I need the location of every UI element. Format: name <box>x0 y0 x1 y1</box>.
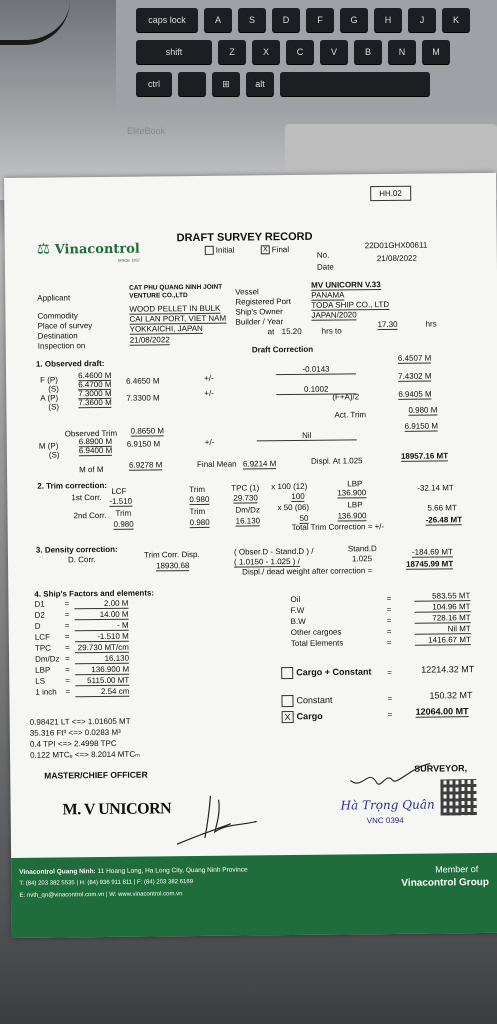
footer-company-line <box>19 865 247 876</box>
factor-value: 14.00 M <box>75 610 129 621</box>
mofm-label: M of M <box>79 464 104 475</box>
mp-value: 6.8900 M <box>78 436 113 447</box>
date-label: Date <box>316 262 334 272</box>
key-j[interactable]: J <box>408 8 436 32</box>
dcorr-label: D. Corr. <box>67 555 96 565</box>
lbp2-value: 136.900 <box>337 511 367 521</box>
second-corr-label: 2nd Corr. <box>73 510 107 521</box>
factor-value: 2.54 cm <box>75 687 129 698</box>
tcd-value: 18930.68 <box>156 561 190 571</box>
element-eq: = <box>386 637 392 648</box>
footer-company: Vinacontrol Quang Ninh: <box>19 868 96 876</box>
element-value: 104.96 MT <box>414 602 470 613</box>
at-from: 15.20 <box>281 326 302 337</box>
factor-eq: = <box>65 676 70 686</box>
factor-eq: = <box>65 665 70 675</box>
owner-value: TODA SHIP CO., LTD <box>311 299 390 310</box>
applicant-value: CAT PHU QUANG NINH JOINT VENTURE CO.,LTD <box>129 283 223 300</box>
dest-value: YOKKAICHI, JAPAN <box>129 323 203 334</box>
section-1-heading: 1. Observed draft: <box>35 358 105 369</box>
factor-label: LBP <box>35 665 51 675</box>
conversion-line: 0.4 TPI <=> 2.4998 TPC <box>29 738 117 749</box>
key-b[interactable]: B <box>354 40 382 64</box>
hrs-label: hrs <box>425 319 437 329</box>
h-trim2: Trim <box>115 508 132 518</box>
a-mean: 7.3300 M <box>126 393 160 403</box>
element-value: 728.16 MT <box>415 613 471 624</box>
corr-2: 0.1002 <box>276 384 356 395</box>
regport-label: Registered Port <box>235 297 291 307</box>
builder-value: JAPAN/2020 <box>311 310 357 320</box>
conversion-line: 35.316 Ft³ <=> 0.0283 M³ <box>29 727 121 738</box>
element-label: F.W <box>290 605 305 616</box>
factor-label: D1 <box>34 599 45 609</box>
key-x[interactable]: X <box>252 40 280 64</box>
displ-value: 18957.16 MT <box>400 451 449 461</box>
surveyor-label: SURVEYOR, <box>414 763 468 774</box>
at-label: at <box>267 327 275 337</box>
cargo-constant-box <box>281 667 293 679</box>
element-label: Oil <box>290 594 301 605</box>
initial-checkbox <box>205 246 235 256</box>
cargo-constant-label: Cargo + Constant <box>296 666 372 678</box>
member-of: Member of <box>435 864 479 875</box>
fs-label: (S) <box>48 384 59 394</box>
factor-eq: = <box>64 610 70 620</box>
second-corr-value: 5.66 MT <box>427 503 457 513</box>
mp-label: M (P) <box>38 441 59 451</box>
m-mean: 6.9150 M <box>126 439 161 449</box>
factor-eq: = <box>64 632 70 642</box>
obs-trim-value: 0.8650 M <box>130 426 165 436</box>
element-value: 1416.67 MT <box>415 635 471 646</box>
factor-label: TPC <box>34 643 51 653</box>
master-signature <box>170 787 271 848</box>
fa2-value: 6.9405 M <box>398 389 432 399</box>
factor-eq: = <box>64 654 70 664</box>
std-value: 1.025 <box>351 554 373 564</box>
h-x100: x 100 (12) <box>271 481 308 492</box>
factor-eq: = <box>64 621 70 631</box>
cargo-constant-row <box>281 666 371 679</box>
h50-value: 50 <box>299 513 309 523</box>
insp-value: 21/08/2022 <box>129 335 170 345</box>
key-d[interactable]: D <box>272 8 300 32</box>
m-corr: 6.9150 M <box>404 421 439 431</box>
master-label: MASTER/CHIEF OFFICER <box>44 769 148 781</box>
h-lbp2: LBP <box>347 500 363 510</box>
pm-3: +/- <box>204 437 215 447</box>
fp-label: F (P) <box>40 375 58 385</box>
factor-value: 16.130 <box>75 654 129 665</box>
h-trim3: Trim <box>189 506 206 517</box>
displ-dw-label: Displ./ dead weight after correction = <box>242 566 373 577</box>
no-label: No. <box>316 250 330 260</box>
constant-value: 150.32 MT <box>429 690 473 701</box>
surveyor-name: Hà Trọng Quân <box>340 797 435 813</box>
final-checkbox <box>261 245 289 255</box>
windows-icon[interactable]: ⊞ <box>212 72 240 96</box>
factor-eq: = <box>64 599 70 609</box>
key-f[interactable]: F <box>306 8 334 32</box>
displ-label: Displ. At 1.025 <box>310 456 363 466</box>
pm-1: +/- <box>204 373 214 383</box>
builder-label: Builder / Year <box>235 317 284 327</box>
final-mean-value: 6.9214 M <box>242 459 277 469</box>
element-eq: = <box>386 604 392 615</box>
initial-box <box>205 246 214 255</box>
section-2-heading: 2. Trim correction: <box>37 480 108 491</box>
nil-value: Nil <box>257 430 357 441</box>
cargo-value: 12064.00 MT <box>415 706 469 717</box>
key-s[interactable]: S <box>238 8 266 32</box>
key-z[interactable]: Z <box>218 40 246 64</box>
factor-value: -1.510 M <box>75 632 129 643</box>
obs-label: ( Obser.D - Stand.D ) / <box>233 546 314 557</box>
cargo-label: Cargo <box>296 711 323 722</box>
factor-eq: = <box>64 643 70 653</box>
factor-label: Dm/Dz <box>34 654 60 664</box>
factor-value: 5115.00 MT <box>75 676 129 687</box>
h-x50: x 50 (06) <box>277 502 310 513</box>
final-box: X <box>261 246 270 255</box>
element-eq: = <box>386 593 392 604</box>
alt-key[interactable]: alt <box>246 72 274 96</box>
constant-eq: = <box>387 693 393 704</box>
vinacontrol-group: Vinacontrol Group <box>401 876 490 889</box>
owner-label: Ship's Owner <box>235 307 283 317</box>
commodity-label: Commodity <box>37 311 78 321</box>
place-label: Place of survey <box>37 321 93 331</box>
dmdz-value: 16.130 <box>235 516 261 526</box>
factor-label: LS <box>35 676 46 686</box>
element-label: B.W <box>290 616 306 627</box>
factor-value: 29.730 MT/cm <box>75 643 129 654</box>
cargo-row <box>282 711 323 723</box>
draft-correction-heading: Draft Correction <box>251 344 314 355</box>
d1-value: 6.4507 M <box>397 353 432 363</box>
commodity-value: WOOD PELLET IN BULK <box>129 303 221 314</box>
fn-key[interactable] <box>178 72 206 96</box>
final-mean-label: Final Mean <box>196 459 237 469</box>
as-label: (S) <box>48 402 60 412</box>
displ-dw-value: 18745.99 MT <box>406 559 454 569</box>
vinacontrol-logo <box>37 239 140 264</box>
key-k[interactable]: K <box>442 8 470 32</box>
as-value: 7.3600 M <box>78 397 112 408</box>
element-value: Nil MT <box>415 624 471 635</box>
constant-label: Constant <box>296 694 333 706</box>
factor-eq: = <box>65 687 71 697</box>
total-trim-value: -26.48 MT <box>425 515 463 525</box>
shift-key[interactable]: shift <box>136 40 212 64</box>
ap-value: 7.3000 M <box>78 388 112 399</box>
scale-icon: ⚖ <box>36 240 51 258</box>
trim2-value: 0.980 <box>113 519 134 529</box>
footer-web: E: nvth_qn@vinacontrol.com.vn | W: www.vinacontrol.com.vn <box>19 891 183 899</box>
cargo-const-eq: = <box>387 667 392 678</box>
h-trim: Trim <box>189 484 206 495</box>
regport-value: PANAMA <box>311 290 345 300</box>
lbp-value: 136.900 <box>337 488 367 498</box>
ms-value: 6.9400 M <box>78 445 113 456</box>
logo-text: Vinacontrol <box>54 241 140 258</box>
tpc-value: 29.730 <box>233 493 258 503</box>
form-code: HH.02 <box>370 186 411 201</box>
cargo-constant-value: 12214.32 MT <box>421 664 475 675</box>
ap-label: A (P) <box>40 393 59 403</box>
cable <box>0 0 70 45</box>
at-to: 17.30 <box>377 319 398 330</box>
section-4-heading: 4. Ship's Factors and elements: <box>34 588 155 599</box>
final-label: Final <box>271 245 290 255</box>
first-corr-label: 1st Corr. <box>71 492 102 503</box>
footer-phone: T: (84) 203 382 5535 | H: (84) 936 911 811 | F: (84) 203 382 6169 <box>19 879 194 887</box>
insp-label: Inspection on <box>37 341 86 351</box>
laptop-brand: EliteBook <box>127 126 166 136</box>
section-3-heading: 3. Density correction: <box>35 544 118 555</box>
first-corr-value: -32.14 MT <box>417 483 454 493</box>
obs-trim-label: Observed Trim <box>64 428 118 439</box>
draft-survey-record <box>4 173 497 938</box>
element-label: Other cargoes <box>290 627 342 638</box>
fp-value: 6.4600 M <box>78 370 112 381</box>
factor-value: 136.900 M <box>75 665 129 676</box>
date-value: 21/08/2022 <box>376 253 417 264</box>
master-stamp: M. V UNICORN <box>62 800 172 819</box>
fa2-label: (F+A)/2 <box>332 392 360 402</box>
vessel-label: Vessel <box>235 287 259 297</box>
key-v[interactable]: V <box>320 40 348 64</box>
key-c[interactable]: C <box>286 40 314 64</box>
fs-value: 6.4700 M <box>78 379 112 390</box>
lcf-value: -1.510 <box>109 496 133 506</box>
std-label: Stand.D <box>347 544 377 554</box>
element-eq: = <box>386 615 392 626</box>
keyboard <box>116 0 497 112</box>
act-trim-label: Act. Trim <box>334 410 367 420</box>
dcorr-value: -184.69 MT <box>411 547 453 557</box>
surveyor-code: VNC 0394 <box>366 815 404 826</box>
constant-row <box>281 695 332 708</box>
h-dmdz: Dm/Dz <box>235 505 260 515</box>
mofm-value: 6.9278 M <box>128 460 163 470</box>
total-trim-label: Total Trim Correction = +/- <box>291 522 385 533</box>
cargo-box: X <box>282 711 294 723</box>
pm-2: +/- <box>204 388 214 398</box>
factor-label: LCF <box>34 632 50 642</box>
hrs-to: hrs to <box>321 326 342 336</box>
trim3-value: 0.980 <box>189 517 210 528</box>
doc-title: DRAFT SURVEY RECORD <box>176 230 313 245</box>
space-key[interactable] <box>280 72 430 96</box>
place-value: CAI LAN PORT, VIET NAM <box>129 313 227 324</box>
initial-label: Initial <box>215 245 235 255</box>
dest-label: Destination <box>37 331 78 341</box>
key-n[interactable]: N <box>388 40 416 64</box>
surveyor-signature <box>346 760 436 797</box>
vessel-value: MV UNICORN V.33 <box>311 280 381 290</box>
key-h[interactable]: H <box>374 8 402 32</box>
act-trim-value: 0.980 M <box>408 405 438 415</box>
key-g[interactable]: G <box>340 8 368 32</box>
h100-value: 100 <box>291 491 305 502</box>
key-m[interactable]: M <box>422 40 450 64</box>
element-label: Total Elements <box>290 638 344 649</box>
element-value: 583.55 MT <box>414 591 470 602</box>
factor-value: 2.00 M <box>74 599 128 610</box>
tcd-label: Trim Corr. Disp. <box>143 549 200 560</box>
conversion-line: 0.98421 LT <=> 1.01605 MT <box>29 716 131 727</box>
factor-label: 1 inch <box>35 687 57 697</box>
f-mean: 6.4650 M <box>126 376 160 386</box>
factor-value: - M <box>75 621 129 632</box>
constant-box <box>281 695 293 707</box>
factor-label: D2 <box>34 610 45 620</box>
factor-label: D <box>34 621 41 631</box>
corr-1: -0.0143 <box>276 364 356 375</box>
h-lbp: LBP <box>347 479 363 489</box>
ms-label: (S) <box>48 450 60 460</box>
d2-value: 7.4302 M <box>398 371 432 381</box>
element-eq: = <box>386 626 392 637</box>
logo-sub: SINCE 1957 <box>117 257 140 263</box>
footer-address: 11 Hoang Long, Ha Long City, Quang Ninh Province <box>97 866 248 876</box>
trim-value: 0.980 <box>189 494 210 505</box>
laptop <box>0 0 497 200</box>
conversion-line: 0.122 MTCₑ <=> 8.2014 MTCₘ <box>29 749 141 760</box>
obs-value: ( 1.0150 - 1.025 ) / <box>233 556 300 567</box>
ctrl-key[interactable]: ctrl <box>136 72 172 96</box>
cargo-eq: = <box>387 709 393 720</box>
h-tpc: TPC (1) <box>231 483 260 493</box>
qr-code[interactable] <box>440 779 476 815</box>
applicant-label: Applicant <box>37 293 71 303</box>
caps-lock-key[interactable]: caps lock <box>136 8 198 32</box>
h-lcf: LCF <box>111 486 127 496</box>
footer <box>11 853 497 938</box>
key-a[interactable]: A <box>204 8 232 32</box>
no-value: 22D01GHX00611 <box>364 240 428 251</box>
